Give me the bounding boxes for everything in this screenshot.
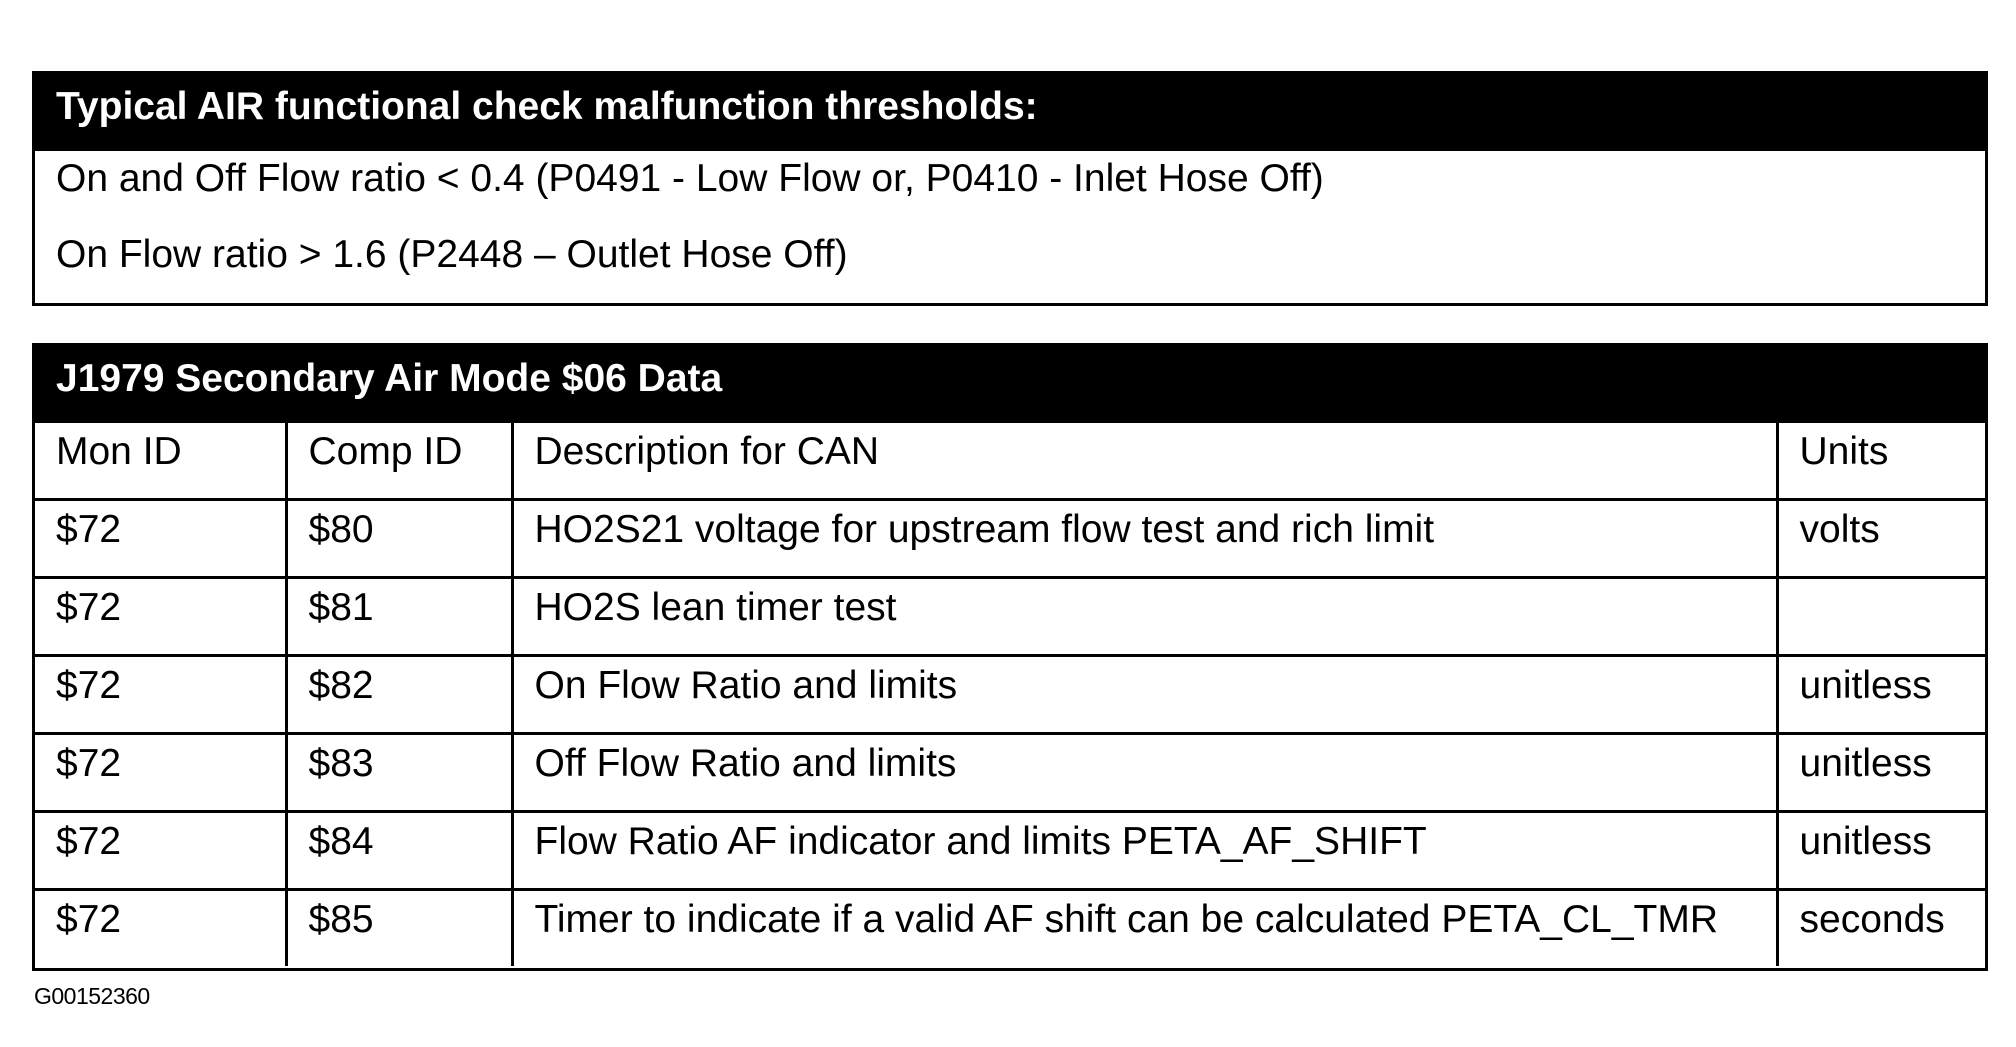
figure-id: G00152360 xyxy=(34,983,150,1009)
table-row xyxy=(35,500,1985,578)
units-cell: seconds xyxy=(1777,890,1985,967)
mode06-table xyxy=(35,423,1985,966)
description-cell: Flow Ratio AF indicator and limits PETA_AF_SHIFT xyxy=(512,812,1777,890)
comp-id-cell: $82 xyxy=(286,656,512,734)
mon-id-cell: $72 xyxy=(35,500,286,578)
units-cell: volts xyxy=(1777,500,1985,578)
comp-id-cell: $85 xyxy=(286,890,512,967)
table-row xyxy=(35,890,1985,967)
mon-id-cell: $72 xyxy=(35,656,286,734)
comp-id-cell: $83 xyxy=(286,734,512,812)
mon-id-cell: $72 xyxy=(35,734,286,812)
mode06-title: J1979 Secondary Air Mode $06 Data xyxy=(35,346,1985,423)
column-header-mon-id: Mon ID xyxy=(56,430,182,473)
comp-id-cell: $80 xyxy=(286,500,512,578)
mon-id-cell: $72 xyxy=(35,812,286,890)
description-cell: HO2S21 voltage for upstream flow test and rich limit xyxy=(512,500,1777,578)
mon-id-cell: $72 xyxy=(35,890,286,967)
description-cell: HO2S lean timer test xyxy=(512,578,1777,656)
comp-id-cell: $84 xyxy=(286,812,512,890)
thresholds-title: Typical AIR functional check malfunction thresholds: xyxy=(35,74,1985,151)
description-cell: On Flow Ratio and limits xyxy=(512,656,1777,734)
column-header-units: Units xyxy=(1777,423,1985,500)
table-row xyxy=(35,812,1985,890)
mode06-panel xyxy=(32,343,1988,971)
column-header-comp-id: Comp ID xyxy=(286,423,512,500)
units-cell: unitless xyxy=(1777,812,1985,890)
description-cell: Timer to indicate if a valid AF shift can be calculated PETA_CL_TMR xyxy=(512,890,1777,967)
units-cell xyxy=(1777,578,1985,656)
table-header-row xyxy=(35,423,1985,500)
thresholds-panel xyxy=(32,71,1988,306)
table-row xyxy=(35,734,1985,812)
threshold-line: On Flow ratio > 1.6 (P2448 – Outlet Hose Off) xyxy=(56,233,848,276)
table-row xyxy=(35,656,1985,734)
table-row xyxy=(35,578,1985,656)
description-cell: Off Flow Ratio and limits xyxy=(512,734,1777,812)
threshold-line: On and Off Flow ratio < 0.4 (P0491 - Low Flow or, P0410 - Inlet Hose Off) xyxy=(56,157,1324,200)
mon-id-cell: $72 xyxy=(35,578,286,656)
comp-id-cell: $81 xyxy=(286,578,512,656)
units-cell: unitless xyxy=(1777,734,1985,812)
units-cell: unitless xyxy=(1777,656,1985,734)
column-header-description: Description for CAN xyxy=(512,423,1777,500)
